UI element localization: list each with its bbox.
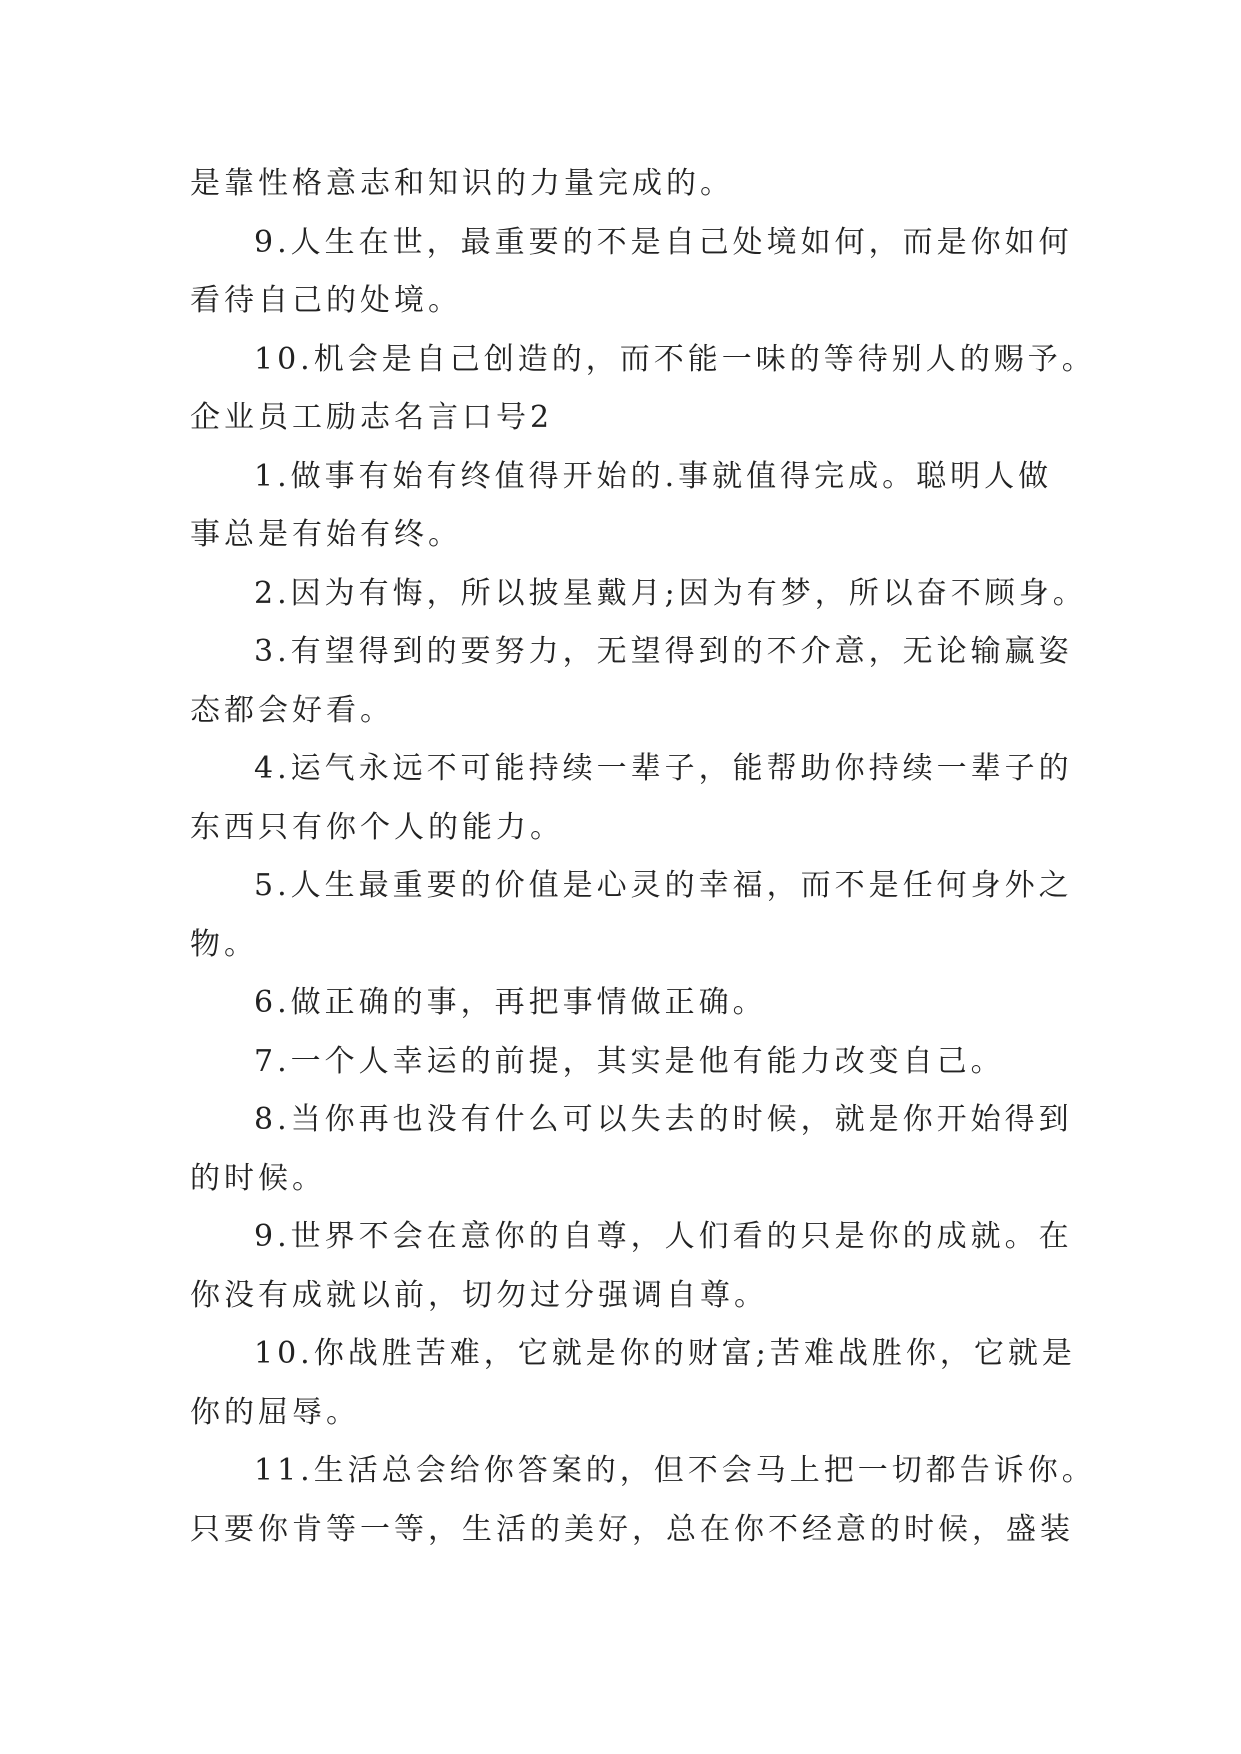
text-line: 9.人生在世，最重要的不是自己处境如何，而是你如何 — [254, 224, 1073, 260]
text-line: 2.因为有悔，所以披星戴月;因为有梦，所以奋不顾身。 — [254, 575, 1087, 611]
text-line: 5.人生最重要的价值是心灵的幸福，而不是任何身外之 — [254, 868, 1073, 903]
text-line: 10.你战胜苦难，它就是你的财富;苦难战胜你，它就是 — [254, 1336, 1076, 1371]
text-line: 物。 — [190, 926, 258, 962]
text-line: 11.生活总会给你答案的，但不会马上把一切都告诉你。 — [254, 1453, 1096, 1488]
text-line: 态都会好看。 — [190, 692, 394, 728]
text-line: 事总是有始有终。 — [190, 517, 462, 552]
text-line: 7.一个人幸运的前提，其实是他有能力改变自己。 — [254, 1043, 1005, 1079]
text-line: 看待自己的处境。 — [190, 283, 462, 318]
text-line: 的时候。 — [190, 1160, 326, 1196]
text-line: 东西只有你个人的能力。 — [190, 809, 564, 845]
text-line: 8.当你再也没有什么可以失去的时候，就是你开始得到 — [254, 1102, 1073, 1137]
document-body — [190, 155, 1096, 1559]
text-line: 你的屈辱。 — [190, 1394, 360, 1430]
text-line: 1.做事有始有终值得开始的.事就值得完成。聪明人做 — [254, 458, 1053, 494]
text-line: 10.机会是自己创造的，而不能一味的等待别人的赐予。 — [254, 341, 1096, 377]
text-line: 4.运气永远不可能持续一辈子，能帮助你持续一辈子的 — [254, 751, 1073, 786]
text-line: 你没有成就以前，切勿过分强调自尊。 — [190, 1277, 768, 1313]
text-line: 6.做正确的事，再把事情做正确。 — [254, 985, 767, 1020]
text-line: 3.有望得到的要努力，无望得到的不介意，无论输赢姿 — [254, 634, 1073, 669]
section-heading: 企业员工励志名言口号2 — [190, 400, 554, 435]
text-line: 是靠性格意志和知识的力量完成的。 — [190, 166, 734, 201]
text-line: 9.世界不会在意你的自尊，人们看的只是你的成就。在 — [254, 1219, 1073, 1254]
text-line: 只要你肯等一等，生活的美好，总在你不经意的时候，盛装 — [190, 1511, 1074, 1547]
